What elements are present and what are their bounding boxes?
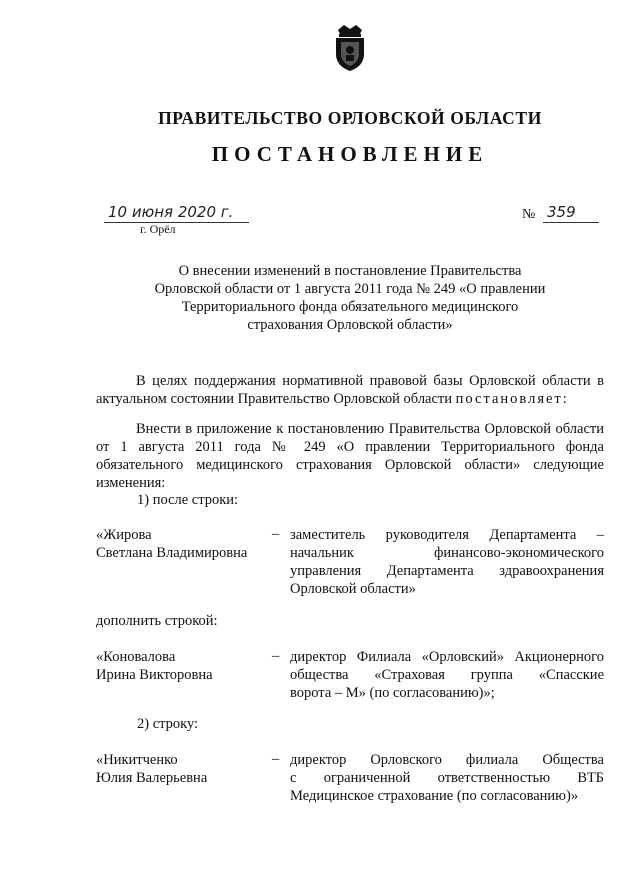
- number-handwritten: 359: [547, 203, 576, 221]
- entry-name: [96, 526, 271, 562]
- document-subject: [140, 262, 560, 334]
- description-line: директор Филиала «Орловский» Акционерного: [290, 649, 604, 665]
- entry-dash: –: [272, 751, 280, 767]
- entry-description: [290, 526, 604, 598]
- entry-name: [96, 751, 271, 787]
- entry-given-names: Юлия Валерьевна: [96, 770, 208, 786]
- add-row-label: дополнить строкой:: [96, 613, 218, 629]
- subject-line: Территориального фонда обязательного медицинского: [181, 299, 519, 315]
- entry-surname: «Никитченко: [96, 752, 178, 768]
- item-2-label: 2) строку:: [137, 716, 199, 732]
- entry-name: [96, 648, 271, 684]
- subject-line: О внесении изменений в постановление Правительства: [178, 263, 522, 279]
- entry-description: [290, 648, 604, 702]
- entry-given-names: Светлана Владимировна: [96, 545, 248, 561]
- description-line: начальник финансово-экономического: [290, 545, 604, 561]
- item-1-label: 1) после строки:: [137, 492, 239, 508]
- entry-given-names: Ирина Викторовна: [96, 667, 213, 683]
- description-line: общества «Страховая группа «Спасские: [290, 667, 604, 683]
- entry-dash: –: [272, 526, 280, 542]
- subject-line: страхования Орловской области»: [247, 317, 453, 333]
- date-field: [104, 204, 249, 223]
- resolution-verb: постановляет:: [455, 391, 569, 407]
- subject-line: Орловской области от 1 августа 2011 года № 249 «О правлении: [154, 281, 546, 297]
- city-label: г. Орёл: [140, 222, 176, 236]
- number-field: [543, 204, 599, 223]
- number-label: №: [522, 207, 536, 222]
- description-line: Орловской области»: [290, 581, 416, 597]
- intro-text: В целях поддержания нормативной правовой базы Орловской области в актуальном состоянии Правительство Орловской области: [96, 373, 604, 407]
- government-title: ПРАВИТЕЛЬСТВО ОРЛОВСКОЙ ОБЛАСТИ: [158, 108, 542, 128]
- entry-surname: «Коновалова: [96, 649, 176, 665]
- entry-dash: –: [272, 648, 280, 664]
- date-handwritten: 10 июня 2020 г.: [108, 203, 234, 221]
- coat-of-arms-icon: [330, 24, 370, 72]
- description-line: директор Орловского филиала Общества: [290, 752, 604, 768]
- description-line: ворота – М» (по согласованию)»;: [290, 685, 495, 701]
- description-line: с ограниченной ответственностью ВТБ: [290, 770, 604, 786]
- description-line: Медицинское страхование (по согласованию)»: [290, 788, 579, 804]
- description-line: заместитель руководителя Департамента –: [290, 527, 604, 543]
- amendment-paragraph: Внести в приложение к постановлению Правительства Орловской области от 1 августа 2011 года № 249 «О правлении Территориального фонда обязательного медицинского страхования Орловской области» следующие изменения:: [96, 421, 604, 491]
- intro-paragraph: [96, 372, 604, 408]
- entry-description: [290, 751, 604, 805]
- document-type: ПОСТАНОВЛЕНИЕ: [211, 142, 489, 166]
- entry-surname: «Жирова: [96, 527, 152, 543]
- description-line: управления Департамента здравоохранения: [290, 563, 604, 579]
